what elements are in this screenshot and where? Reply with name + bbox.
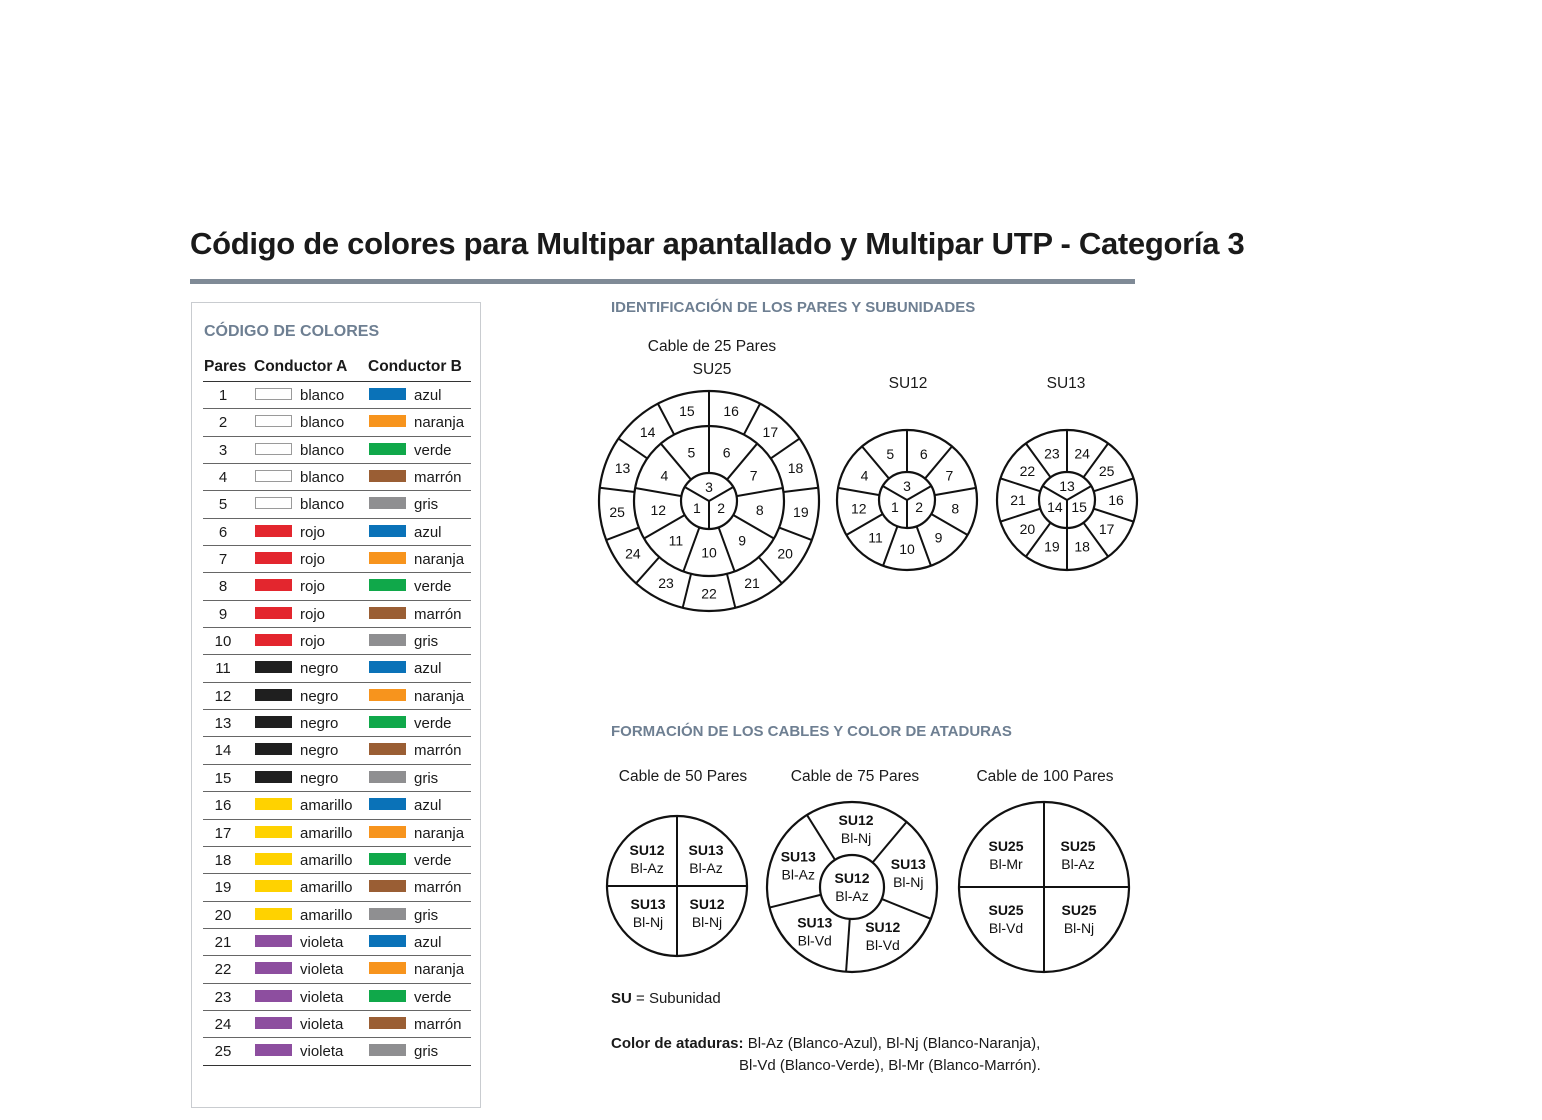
su25-inner-pair-label: 1 bbox=[692, 500, 701, 516]
su25-diagram bbox=[594, 386, 824, 616]
pair-number: 18 bbox=[214, 851, 232, 869]
legend-su bbox=[611, 990, 721, 1007]
su13-middle-pair-label: 21 bbox=[1010, 492, 1026, 508]
table-row bbox=[203, 1011, 471, 1038]
pair-number: 16 bbox=[214, 797, 232, 815]
conductor-b-name: naranja bbox=[414, 687, 465, 705]
cable100-bottom-right-subunit: SU25 bbox=[1061, 902, 1097, 918]
su13-inner-pair-label: 15 bbox=[1071, 499, 1087, 515]
conductor-b-name: gris bbox=[414, 633, 439, 651]
table-row bbox=[203, 437, 471, 464]
sector-divider bbox=[846, 919, 850, 972]
cable-75-diagram bbox=[762, 797, 942, 977]
conductor-a-swatch bbox=[255, 689, 292, 701]
conductor-b-swatch bbox=[369, 743, 406, 755]
conductor-a-swatch bbox=[255, 470, 292, 482]
cable50-top-left-binder: Bl-Az bbox=[630, 860, 664, 876]
su12-inner-pair-label: 3 bbox=[903, 478, 911, 494]
pair-number: 13 bbox=[214, 715, 232, 733]
conductor-b-name: naranja bbox=[414, 551, 465, 569]
conductor-b-name: verde bbox=[414, 715, 452, 733]
conductor-b-swatch bbox=[369, 470, 406, 482]
su25-middle-divider bbox=[719, 527, 735, 571]
su12-inner-pair-label: 2 bbox=[915, 499, 924, 515]
conductor-b-name: verde bbox=[414, 578, 452, 596]
pair-number: 25 bbox=[214, 1043, 232, 1061]
su25-inner-pair-label: 2 bbox=[717, 500, 726, 516]
su25-outer-divider bbox=[618, 439, 647, 459]
conductor-b-name: azul bbox=[414, 933, 442, 951]
su25-middle-divider bbox=[635, 488, 681, 496]
pair-number: 15 bbox=[214, 769, 232, 787]
su12-middle-pair-label: 10 bbox=[899, 541, 915, 557]
cable75-left-subunit: SU13 bbox=[780, 848, 816, 865]
su25-middle-pair-label: 6 bbox=[722, 444, 731, 461]
conductor-a-swatch bbox=[255, 388, 292, 400]
su25-outer-divider bbox=[771, 439, 800, 459]
conductor-b-name: naranja bbox=[414, 414, 465, 432]
su25-outer-pair-label: 17 bbox=[762, 423, 779, 440]
pair-number: 20 bbox=[214, 906, 232, 924]
cable75-right-binder: Bl-Nj bbox=[893, 873, 924, 890]
pair-number: 2 bbox=[218, 414, 228, 432]
cable100-bottom-left-subunit: SU25 bbox=[988, 902, 1024, 918]
su25-outer-pair-label: 20 bbox=[777, 545, 793, 562]
conductor-b-swatch bbox=[369, 935, 406, 947]
conductor-a-swatch bbox=[255, 743, 292, 755]
conductor-b-name: verde bbox=[414, 851, 452, 869]
su12-middle-divider bbox=[838, 488, 879, 495]
table-row bbox=[203, 464, 471, 491]
conductor-b-swatch bbox=[369, 388, 406, 400]
conductor-a-name: negro bbox=[300, 715, 339, 733]
cable50-bottom-right-binder: Bl-Nj bbox=[691, 914, 723, 930]
su25-inner-pair-label: 3 bbox=[705, 479, 713, 495]
conductor-a-name: amarillo bbox=[300, 797, 353, 815]
conductor-b-swatch bbox=[369, 853, 406, 865]
cable75-bottom-left-subunit: SU13 bbox=[797, 914, 833, 931]
cable100-bottom-right-binder: Bl-Nj bbox=[1063, 920, 1095, 936]
cable-50-caption: Cable de 50 Pares bbox=[618, 768, 748, 785]
legend-ataduras-line2: Bl-Vd (Blanco-Verde), Bl-Mr (Blanco-Marrón). bbox=[739, 1057, 1041, 1074]
su13-middle-pair-label: 22 bbox=[1019, 463, 1036, 480]
sector-divider bbox=[882, 899, 931, 919]
conductor-a-swatch bbox=[255, 826, 292, 838]
su25-middle-pair-label: 8 bbox=[755, 501, 764, 518]
conductor-a-swatch bbox=[255, 853, 292, 865]
conductor-a-swatch bbox=[255, 607, 292, 619]
table-row bbox=[203, 409, 471, 436]
cable75-right-subunit: SU13 bbox=[890, 855, 926, 872]
pair-number: 14 bbox=[214, 742, 232, 760]
conductor-a-swatch bbox=[255, 990, 292, 1002]
conductor-a-name: rojo bbox=[300, 633, 326, 651]
conductor-b-swatch bbox=[369, 415, 406, 427]
cable50-top-right-binder: Bl-Az bbox=[689, 860, 723, 876]
table-row bbox=[203, 628, 471, 655]
conductor-b-name: azul bbox=[414, 660, 442, 678]
pair-number: 24 bbox=[214, 1015, 232, 1033]
su12-middle-divider bbox=[935, 488, 976, 495]
legend-ataduras-line1: Bl-Az (Blanco-Azul), Bl-Nj (Blanco-Naranja), bbox=[747, 1035, 1041, 1052]
cable75-top-binder: Bl-Nj bbox=[840, 830, 872, 847]
table-row bbox=[203, 491, 471, 518]
conductor-b-swatch bbox=[369, 798, 406, 810]
cable75-bottom-right-subunit: SU12 bbox=[865, 919, 901, 936]
conductor-b-name: verde bbox=[414, 988, 452, 1006]
table-row bbox=[203, 382, 471, 409]
su25-outer-pair-label: 25 bbox=[609, 504, 625, 521]
su13-middle-pair-label: 17 bbox=[1098, 520, 1115, 537]
table-row bbox=[203, 792, 471, 819]
conductor-a-swatch bbox=[255, 716, 292, 728]
su12-middle-pair-label: 6 bbox=[919, 445, 928, 462]
cable-100-caption: Cable de 100 Pares bbox=[976, 768, 1114, 785]
table-row bbox=[203, 655, 471, 682]
pair-number: 23 bbox=[214, 988, 232, 1006]
su12-middle-pair-label: 11 bbox=[868, 529, 883, 546]
conductor-b-swatch bbox=[369, 908, 406, 920]
conductor-a-name: rojo bbox=[300, 578, 326, 596]
su25-outer-divider bbox=[600, 488, 635, 492]
conductor-b-name: marrón bbox=[414, 742, 462, 760]
su25-middle-pair-label: 4 bbox=[660, 467, 669, 484]
formation-title: FORMACIÓN DE LOS CABLES Y COLOR DE ATADURAS bbox=[611, 723, 1012, 740]
su25-outer-pair-label: 23 bbox=[658, 574, 674, 591]
su12-middle-pair-label: 9 bbox=[934, 529, 943, 546]
cable100-top-right-binder: Bl-Az bbox=[1061, 856, 1095, 872]
su25-outer-pair-label: 16 bbox=[723, 403, 739, 420]
conductor-b-name: azul bbox=[414, 387, 442, 404]
inner-ring bbox=[820, 855, 884, 919]
su25-middle-pair-label: 10 bbox=[701, 544, 717, 561]
conductor-a-name: rojo bbox=[300, 551, 326, 569]
su25-outer-divider bbox=[779, 528, 812, 540]
pair-number: 11 bbox=[215, 660, 231, 678]
conductor-b-name: naranja bbox=[414, 961, 465, 979]
conductor-a-swatch bbox=[255, 962, 292, 974]
cable50-top-left-subunit: SU12 bbox=[629, 842, 665, 858]
conductor-b-name: naranja bbox=[414, 824, 465, 842]
table-row bbox=[203, 573, 471, 600]
legend-ataduras-label: Color de ataduras: bbox=[611, 1035, 744, 1052]
conductor-a-swatch bbox=[255, 771, 292, 783]
conductor-a-name: negro bbox=[300, 687, 339, 705]
su25-outer-pair-label: 22 bbox=[701, 585, 717, 602]
conductor-a-name: blanco bbox=[300, 496, 345, 514]
pair-number: 22 bbox=[214, 961, 232, 979]
su12-inner-pair-label: 1 bbox=[890, 499, 899, 515]
conductor-a-name: amarillo bbox=[300, 906, 353, 924]
su13-middle-divider bbox=[1000, 509, 1040, 522]
cable50-bottom-left-subunit: SU13 bbox=[630, 896, 666, 912]
table-row bbox=[203, 1038, 471, 1065]
pair-number: 6 bbox=[218, 523, 228, 541]
su25-outer-pair-label: 13 bbox=[614, 460, 631, 477]
conductor-b-name: verde bbox=[414, 441, 452, 459]
su25-middle-pair-label: 11 bbox=[668, 532, 684, 549]
su25-outer-pair-label: 24 bbox=[625, 545, 641, 562]
su25-middle-pair-label: 9 bbox=[738, 532, 747, 549]
conductor-b-swatch bbox=[369, 661, 406, 673]
su25-middle-pair-label: 5 bbox=[687, 444, 696, 461]
conductor-b-swatch bbox=[369, 880, 406, 892]
conductor-b-name: marrón bbox=[414, 1015, 462, 1033]
su25-outer-pair-label: 21 bbox=[744, 574, 760, 591]
su12-middle-pair-label: 7 bbox=[945, 467, 954, 484]
cable75-bottom-left-binder: Bl-Vd bbox=[797, 932, 832, 949]
su12-diagram bbox=[832, 425, 982, 575]
conductor-a-swatch bbox=[255, 552, 292, 564]
conductor-a-swatch bbox=[255, 661, 292, 673]
conductor-b-name: gris bbox=[414, 769, 439, 787]
identification-title: IDENTIFICACIÓN DE LOS PARES Y SUBUNIDADES bbox=[611, 299, 976, 316]
conductor-a-swatch bbox=[255, 525, 292, 537]
table-row bbox=[203, 683, 471, 710]
su25-outer-divider bbox=[783, 488, 818, 492]
conductor-a-name: blanco bbox=[300, 469, 345, 487]
cable100-top-left-subunit: SU25 bbox=[988, 838, 1024, 854]
su25-outer-pair-label: 18 bbox=[787, 460, 804, 477]
conductor-b-swatch bbox=[369, 1044, 406, 1056]
conductor-a-swatch bbox=[255, 1044, 292, 1056]
cable75-top-subunit: SU12 bbox=[838, 812, 874, 829]
table-row bbox=[203, 820, 471, 847]
conductor-a-swatch bbox=[255, 1017, 292, 1029]
pair-number: 21 bbox=[214, 933, 232, 951]
cable100-top-left-binder: Bl-Mr bbox=[989, 856, 1023, 872]
table-row bbox=[203, 765, 471, 792]
conductor-a-name: blanco bbox=[300, 414, 345, 432]
su12-middle-pair-label: 8 bbox=[951, 500, 960, 517]
color-code-rows bbox=[203, 382, 471, 1066]
su25-middle-divider bbox=[737, 488, 783, 496]
su25-outer-divider bbox=[658, 404, 674, 435]
conductor-a-name: blanco bbox=[300, 441, 345, 459]
su25-outer-divider bbox=[744, 404, 760, 435]
su13-middle-pair-label: 19 bbox=[1044, 538, 1060, 555]
conductor-a-name: negro bbox=[300, 742, 339, 760]
su13-diagram bbox=[992, 425, 1142, 575]
su25-middle-pair-label: 7 bbox=[749, 467, 758, 484]
title-underline bbox=[190, 279, 1135, 284]
table-row bbox=[203, 902, 471, 929]
conductor-b-name: gris bbox=[414, 1043, 439, 1061]
pair-number: 1 bbox=[218, 387, 228, 404]
conductor-a-name: violeta bbox=[300, 988, 344, 1006]
cable100-bottom-left-binder: Bl-Vd bbox=[988, 920, 1024, 936]
pair-number: 5 bbox=[218, 496, 228, 514]
su13-inner-pair-label: 14 bbox=[1047, 499, 1063, 515]
su25-outer-pair-label: 19 bbox=[793, 504, 809, 521]
su25-outer-pair-label: 15 bbox=[679, 403, 695, 420]
table-row bbox=[203, 546, 471, 573]
table-row bbox=[203, 710, 471, 737]
cable50-top-right-subunit: SU13 bbox=[688, 842, 724, 858]
conductor-a-name: violeta bbox=[300, 933, 344, 951]
pair-number: 8 bbox=[218, 578, 228, 596]
conductor-a-swatch bbox=[255, 798, 292, 810]
conductor-b-swatch bbox=[369, 990, 406, 1002]
conductor-b-name: gris bbox=[414, 496, 439, 514]
conductor-b-swatch bbox=[369, 607, 406, 619]
conductor-b-name: marrón bbox=[414, 879, 462, 897]
pair-number: 19 bbox=[214, 879, 232, 897]
conductor-a-name: violeta bbox=[300, 1043, 344, 1061]
su25-outer-pair-label: 14 bbox=[639, 423, 656, 440]
cable-25-caption: Cable de 25 Pares bbox=[647, 338, 777, 355]
conductor-b-swatch bbox=[369, 1017, 406, 1029]
cable50-bottom-left-binder: Bl-Nj bbox=[632, 914, 664, 930]
cable75-center-binder: Bl-Az bbox=[835, 888, 869, 904]
conductor-a-name: amarillo bbox=[300, 851, 353, 869]
su13-middle-pair-label: 18 bbox=[1074, 538, 1090, 555]
cable75-center-subunit: SU12 bbox=[834, 870, 870, 886]
table-row bbox=[203, 956, 471, 983]
conductor-a-name: blanco bbox=[300, 387, 345, 404]
cable75-left-binder: Bl-Az bbox=[781, 866, 815, 883]
legend-su-abbr: SU bbox=[611, 990, 632, 1007]
table-row bbox=[203, 737, 471, 764]
conductor-a-swatch bbox=[255, 415, 292, 427]
conductor-a-name: negro bbox=[300, 769, 339, 787]
su25-outer-divider bbox=[683, 574, 691, 608]
conductor-b-swatch bbox=[369, 826, 406, 838]
conductor-b-swatch bbox=[369, 771, 406, 783]
header-pairs: Pares bbox=[204, 358, 247, 375]
conductor-b-swatch bbox=[369, 716, 406, 728]
header-conductor-a: Conductor A bbox=[254, 358, 348, 375]
table-row bbox=[203, 847, 471, 874]
cable-75-caption: Cable de 75 Pares bbox=[790, 768, 920, 785]
su13-middle-divider bbox=[1000, 478, 1040, 491]
conductor-a-name: amarillo bbox=[300, 824, 353, 842]
conductor-a-swatch bbox=[255, 579, 292, 591]
su13-inner-pair-label: 13 bbox=[1059, 478, 1075, 494]
conductor-b-name: azul bbox=[414, 523, 442, 541]
su13-middle-divider bbox=[1094, 509, 1134, 522]
sector-divider bbox=[770, 895, 821, 908]
conductor-b-name: marrón bbox=[414, 605, 462, 623]
su25-middle-pair-label: 12 bbox=[650, 501, 667, 518]
su13-middle-pair-label: 20 bbox=[1019, 520, 1036, 537]
page-title: Código de colores para Multipar apantallado y Multipar UTP - Categoría 3 bbox=[190, 226, 1245, 261]
table-row bbox=[203, 929, 471, 956]
table-row bbox=[203, 519, 471, 546]
table-row bbox=[203, 874, 471, 901]
table-row bbox=[203, 984, 471, 1011]
color-code-panel bbox=[191, 302, 481, 1108]
su12-middle-pair-label: 12 bbox=[850, 500, 867, 517]
su13-label: SU13 bbox=[1046, 375, 1086, 392]
conductor-b-swatch bbox=[369, 634, 406, 646]
legend-su-text: = Subunidad bbox=[631, 990, 721, 1007]
conductor-b-name: azul bbox=[414, 797, 442, 815]
legend-ataduras bbox=[611, 1033, 1041, 1077]
pair-number: 9 bbox=[218, 605, 228, 623]
su12-middle-pair-label: 5 bbox=[886, 445, 895, 462]
conductor-a-swatch bbox=[255, 908, 292, 920]
cable50-bottom-right-subunit: SU12 bbox=[689, 896, 725, 912]
su25-middle-divider bbox=[683, 527, 699, 571]
conductor-a-swatch bbox=[255, 443, 292, 455]
su13-middle-divider bbox=[1094, 478, 1134, 491]
conductor-b-swatch bbox=[369, 552, 406, 564]
cable-100-diagram bbox=[954, 797, 1134, 977]
conductor-b-swatch bbox=[369, 962, 406, 974]
conductor-b-swatch bbox=[369, 525, 406, 537]
cable100-top-right-subunit: SU25 bbox=[1060, 838, 1096, 854]
su25-label: SU25 bbox=[692, 361, 732, 378]
cable75-bottom-right-binder: Bl-Vd bbox=[865, 937, 900, 954]
pair-number: 7 bbox=[218, 551, 228, 569]
su25-outer-divider bbox=[606, 528, 639, 540]
conductor-b-swatch bbox=[369, 497, 406, 509]
conductor-b-name: gris bbox=[414, 906, 439, 924]
su25-outer-divider bbox=[727, 574, 735, 608]
conductor-b-swatch bbox=[369, 443, 406, 455]
conductor-a-swatch bbox=[255, 634, 292, 646]
pair-number: 17 bbox=[214, 824, 232, 842]
su13-middle-pair-label: 16 bbox=[1108, 492, 1124, 508]
table-row bbox=[203, 601, 471, 628]
pair-number: 3 bbox=[218, 441, 228, 459]
header-conductor-b: Conductor B bbox=[368, 358, 462, 375]
su13-middle-pair-label: 23 bbox=[1044, 445, 1060, 462]
su12-middle-pair-label: 4 bbox=[860, 467, 869, 484]
pair-number: 4 bbox=[218, 469, 228, 487]
pair-number: 10 bbox=[214, 633, 232, 651]
su12-middle-divider bbox=[917, 526, 931, 565]
cable-50-diagram bbox=[602, 811, 752, 961]
conductor-a-name: rojo bbox=[300, 605, 326, 623]
pair-number: 12 bbox=[214, 687, 232, 705]
conductor-a-name: violeta bbox=[300, 1015, 344, 1033]
conductor-b-swatch bbox=[369, 579, 406, 591]
conductor-a-name: amarillo bbox=[300, 879, 353, 897]
conductor-a-name: rojo bbox=[300, 523, 326, 541]
su12-label: SU12 bbox=[888, 375, 928, 392]
conductor-a-swatch bbox=[255, 497, 292, 509]
su13-middle-pair-label: 25 bbox=[1098, 463, 1115, 480]
conductor-a-swatch bbox=[255, 880, 292, 892]
conductor-b-name: marrón bbox=[414, 469, 462, 487]
conductor-b-swatch bbox=[369, 689, 406, 701]
su13-middle-pair-label: 24 bbox=[1074, 445, 1090, 462]
conductor-a-name: violeta bbox=[300, 961, 344, 979]
conductor-a-swatch bbox=[255, 935, 292, 947]
conductor-a-name: negro bbox=[300, 660, 339, 678]
su12-middle-divider bbox=[883, 526, 897, 565]
color-code-title: CÓDIGO DE COLORES bbox=[204, 323, 380, 340]
